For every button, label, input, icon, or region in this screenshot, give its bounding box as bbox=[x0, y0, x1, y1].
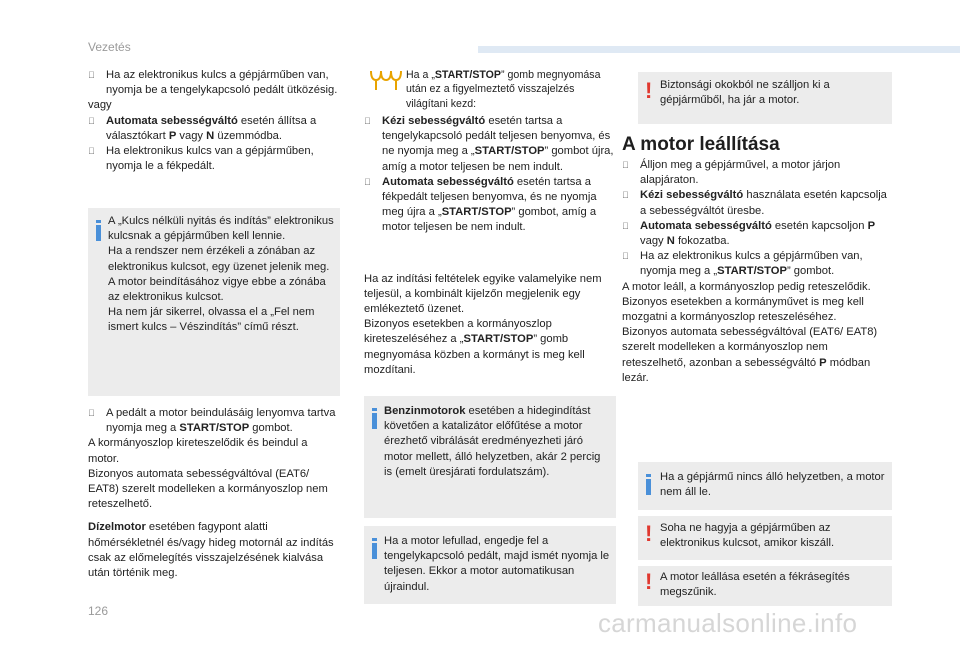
arrow-bullet-icon bbox=[364, 175, 382, 190]
column-3 bbox=[622, 158, 894, 386]
bullet-item: A pedált a motor beindulásáig lenyomva tartva nyomja meg a START/STOP gombot. bbox=[88, 406, 340, 436]
section-heading: A motor leállítása bbox=[622, 134, 780, 155]
bullet-item: Kézi sebességváltó használata esetén kapcsolja a sebességváltót üresbe. bbox=[622, 188, 894, 218]
info-box bbox=[88, 208, 340, 396]
arrow-bullet-icon bbox=[622, 188, 640, 203]
warning-box bbox=[638, 72, 892, 124]
bullet-item: Ha elektronikus kulcs van a gépjárműben, nyomja le a fékpedált. bbox=[88, 144, 340, 174]
warning-text: A motor leállása esetén a fékrásegítés megszűnik. bbox=[660, 571, 850, 599]
arrow-bullet-icon bbox=[622, 158, 640, 173]
bullet-item: Álljon meg a gépjárművel, a motor járjon alapjáraton. bbox=[622, 158, 894, 188]
info-box bbox=[364, 396, 616, 518]
bullet-item: Ha az elektronikus kulcs a gépjárműben van, nyomja be a tengelykapcsoló pedált ütközésig. bbox=[88, 68, 340, 98]
column-1-lower bbox=[88, 406, 340, 581]
watermark: carmanualsonline.info bbox=[598, 608, 858, 638]
section-title: Vezetés bbox=[88, 40, 131, 54]
info-text: A motor beindításához vigye ebbe a zónába az elektronikus kulcsot. bbox=[108, 275, 326, 304]
paragraph: A motor leáll, a kormányoszlop pedig reteszelődik. bbox=[622, 280, 871, 293]
paragraph: Bizonyos esetekben a kormányművet is meg kell mozgatni a kormányoszlop reteszeléséhez. bbox=[622, 295, 864, 324]
column-1 bbox=[88, 68, 340, 174]
paragraph: Bizonyos esetekben a kormányoszlop kireteszeléséhez a „START/STOP” gomb megnyomása közben a kormányt is meg kell mozdítani. bbox=[364, 318, 585, 376]
warning-box bbox=[638, 566, 892, 606]
arrow-bullet-icon bbox=[622, 219, 640, 234]
info-bar-icon bbox=[646, 479, 651, 495]
paragraph: Bizonyos automata sebességváltóval (EAT6/ EAT8) szerelt modelleken a kormányoszlop nem reteszelhető. bbox=[88, 467, 328, 511]
header-bar bbox=[478, 46, 960, 53]
arrow-bullet-icon bbox=[622, 249, 640, 264]
bullet-item: Automata sebességváltó esetén tartsa a fékpedált teljesen benyomva, és ne nyomja meg újra a „START/STOP” gombot, amíg a motor teljesen be nem indult. bbox=[364, 175, 618, 236]
exclamation-icon: ! bbox=[645, 78, 653, 103]
arrow-bullet-icon bbox=[88, 406, 106, 421]
info-bar-icon bbox=[372, 413, 377, 429]
info-text: Ha a rendszer nem érzékeli a zónában az elektronikus kulcsot, egy üzenet jelenik meg. bbox=[108, 245, 330, 273]
exclamation-icon: ! bbox=[645, 569, 653, 594]
warning-box bbox=[638, 516, 892, 560]
info-text: Ha a gépjármű nincs álló helyzetben, a motor nem áll le. bbox=[660, 471, 885, 499]
arrow-bullet-icon bbox=[88, 114, 106, 129]
arrow-bullet-icon bbox=[88, 144, 106, 159]
preheat-coil-icon bbox=[368, 68, 402, 92]
paragraph: Bizonyos automata sebességváltóval (EAT6/ EAT8) szerelt modelleken a kormányoszlop nem reteszelhető, azonban a sebességváltó P módban lezár. bbox=[622, 326, 878, 384]
info-bar-icon bbox=[96, 225, 101, 241]
paragraph: Dízelmotor esetében fagypont alatti hőmérsékletnél és/vagy hideg motornál az indítás csak az előmelegítés visszajelzésének kialvása után történik meg. bbox=[88, 521, 334, 580]
exclamation-icon: ! bbox=[645, 521, 653, 546]
info-bar-icon bbox=[372, 543, 377, 559]
warning-text: Soha ne hagyja a gépjárműben az elektronikus kulcsot, amikor kiszáll. bbox=[660, 522, 835, 550]
info-box bbox=[364, 526, 616, 604]
column-2 bbox=[364, 114, 618, 378]
paragraph: Ha az indítási feltételek egyike valamelyike nem teljesül, a kombinált kijelzőn megjelenik egy emlékeztető üzenet. bbox=[364, 272, 602, 316]
page-number: 126 bbox=[88, 604, 109, 618]
paragraph: A kormányoszlop kireteszelődik és beindul a motor. bbox=[88, 437, 308, 465]
info-text: Ha a motor lefullad, engedje fel a tengelykapcsoló pedált, majd ismét nyomja le teljesen. Ekkor a motor automatikusan újraindul. bbox=[384, 535, 610, 593]
bullet-item: Automata sebességváltó esetén állítsa a választókart P vagy N üzemmódba. bbox=[88, 114, 340, 144]
text-vagy: vagy bbox=[88, 99, 112, 112]
bullet-item: Kézi sebességváltó esetén tartsa a tengelykapcsoló pedált teljesen benyomva, és ne nyomja meg a „START/STOP” gombot újra, amíg a motor teljesen be nem indult. bbox=[364, 114, 618, 175]
bullet-item: Ha az elektronikus kulcs a gépjárműben van, nyomja meg a „START/STOP” gombot. bbox=[622, 249, 894, 279]
info-text: A „Kulcs nélküli nyitás és indítás” elektronikus kulcsnak a gépjárműben kell lennie. bbox=[108, 215, 334, 243]
info-box bbox=[638, 462, 892, 510]
bullet-item: Automata sebességváltó esetén kapcsoljon P vagy N fokozatba. bbox=[622, 219, 894, 249]
warning-text: Biztonsági okokból ne szálljon ki a gépjárműből, ha jár a motor. bbox=[660, 79, 830, 107]
info-text: Ha nem jár sikerrel, olvassa el a „Fel nem ismert kulcs – Vészindítás” című részt. bbox=[108, 306, 315, 334]
arrow-bullet-icon bbox=[364, 114, 382, 129]
info-text: Benzinmotorok esetében a hidegindítást követően a katalizátor előfűtése a motor érezhető vibrálását eredményezheti járó motor mellett, álló helyzetben, akár 2 percig is (emelt üresjárati fordulatszám). bbox=[384, 405, 601, 478]
arrow-bullet-icon bbox=[88, 68, 106, 83]
telltale-text: Ha a „START/STOP” gomb megnyomása után ez a figyelmeztető visszajelzés világítani kezd: bbox=[406, 69, 601, 110]
